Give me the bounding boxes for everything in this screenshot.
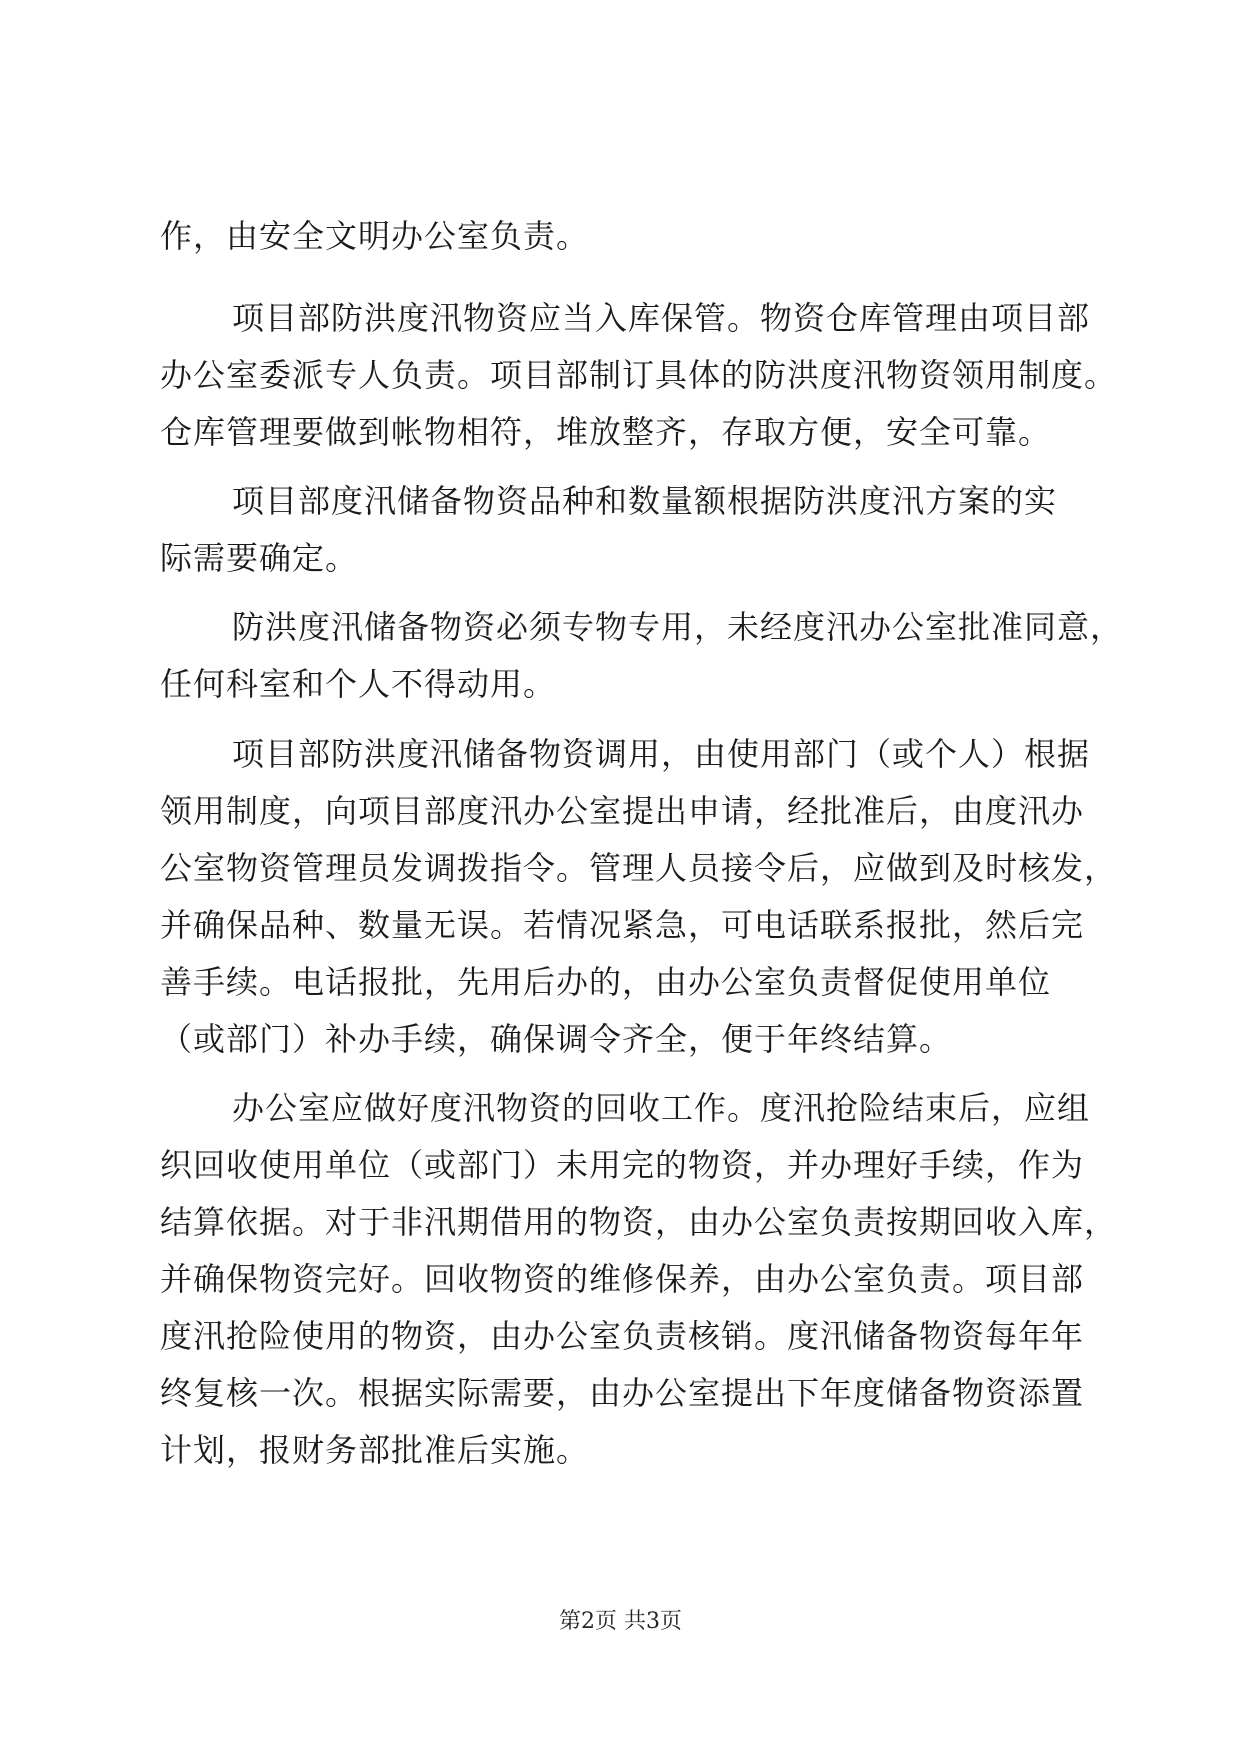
text-line: 仓库管理要做到帐物相符，堆放整齐，存取方便，安全可靠。: [160, 413, 1052, 451]
page-number-footer: 第2页 共3页: [559, 1609, 682, 1634]
text-line: 结算依据。对于非汛期借用的物资，由办公室负责按期回收入库，: [160, 1203, 1118, 1241]
text-line: 项目部度汛储备物资品种和数量额根据防洪度汛方案的实: [232, 482, 1058, 520]
text-line: 计划，报财务部批准后实施。: [160, 1431, 590, 1469]
text-line: 际需要确定。: [160, 539, 359, 577]
text-line: 并确保品种、数量无误。若情况紧急，可电话联系报批，然后完: [160, 906, 1085, 944]
text-line: 公室物资管理员发调拨指令。管理人员接令后，应做到及时核发，: [160, 849, 1118, 887]
text-line: 作，由安全文明办公室负责。: [160, 217, 590, 255]
text-line: （或部门）补办手续，确保调令齐全，便于年终结算。: [160, 1020, 953, 1058]
text-line: 任何科室和个人不得动用。: [160, 665, 557, 703]
text-line: 办公室应做好度汛物资的回收工作。度汛抢险结束后，应组: [232, 1089, 1091, 1127]
text-line: 防洪度汛储备物资必须专物专用，未经度汛办公室批准同意，: [232, 608, 1124, 646]
text-line: 织回收使用单位（或部门）未用完的物资，并办理好手续，作为: [160, 1146, 1085, 1184]
text-line: 度汛抢险使用的物资，由办公室负责核销。度汛储备物资每年年: [160, 1317, 1085, 1355]
text-line: 领用制度，向项目部度汛办公室提出申请，经批准后，由度汛办: [160, 792, 1085, 830]
text-line: 办公室委派专人负责。项目部制订具体的防洪度汛物资领用制度。: [160, 356, 1118, 394]
text-line: 终复核一次。根据实际需要，由办公室提出下年度储备物资添置: [160, 1374, 1085, 1412]
text-line: 项目部防洪度汛物资应当入库保管。物资仓库管理由项目部: [232, 299, 1091, 337]
text-line: 并确保物资完好。回收物资的维修保养，由办公室负责。项目部: [160, 1260, 1085, 1298]
text-line: 善手续。电话报批，先用后办的，由办公室负责督促使用单位: [160, 963, 1052, 1001]
text-line: 项目部防洪度汛储备物资调用，由使用部门（或个人）根据: [232, 735, 1091, 773]
